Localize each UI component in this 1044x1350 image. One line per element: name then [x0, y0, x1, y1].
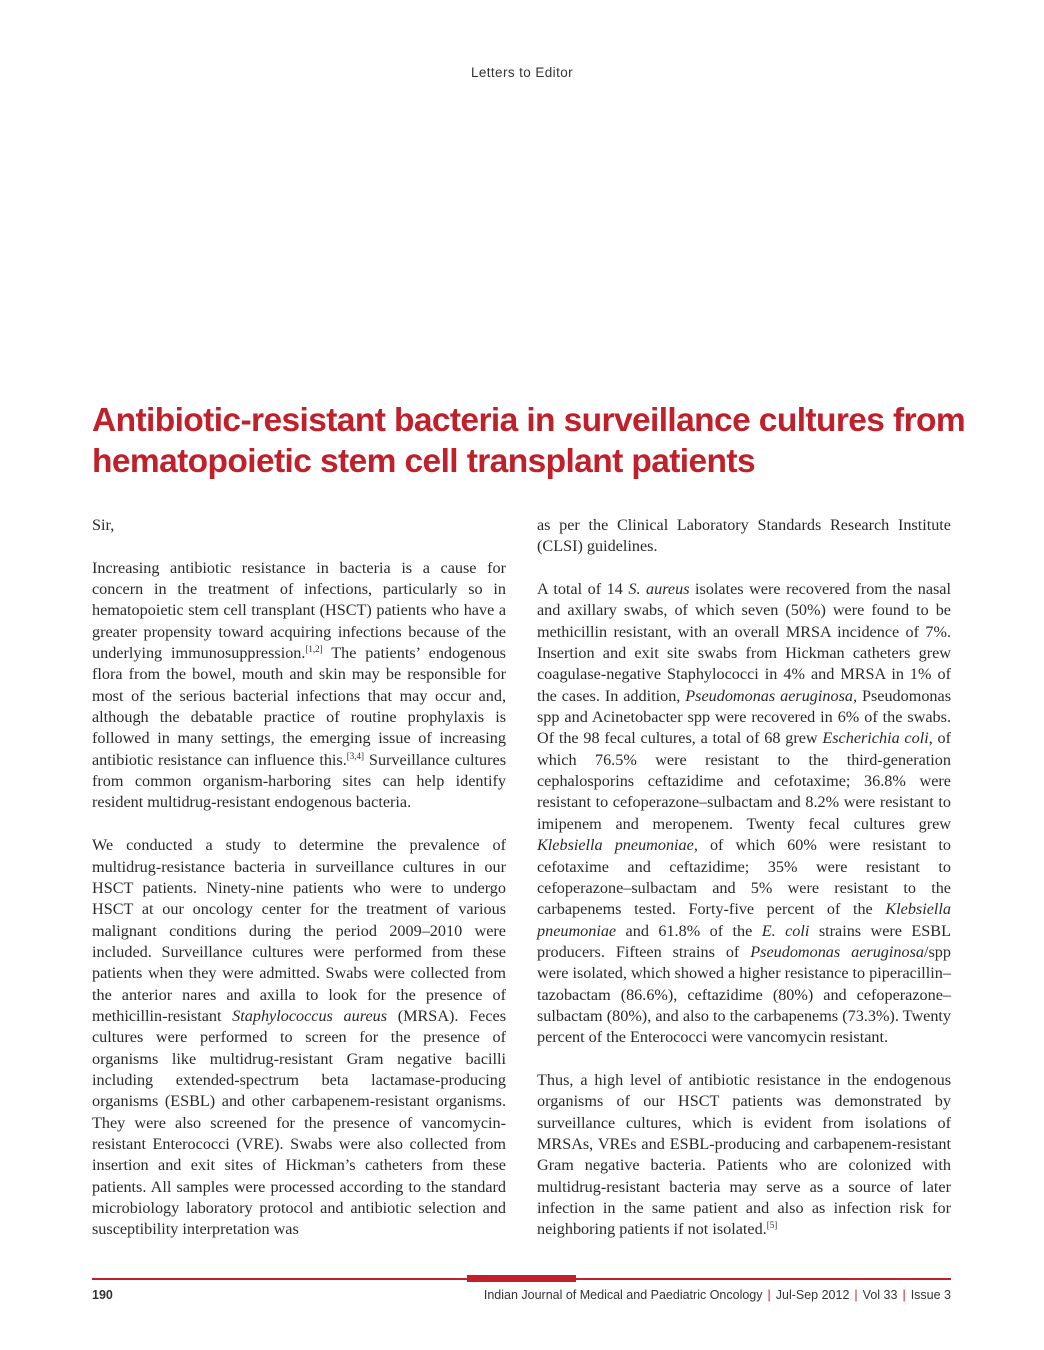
footer-accent-bar	[467, 1275, 576, 1282]
journal-name: Indian Journal of Medical and Paediatric Oncology	[483, 1288, 763, 1302]
paragraph-results: A total of 14 S. aureus isolates were recovered from the nasal and axillary swabs, of which seven (50%) were found to be methicillin resistant, with an overall MRSA incidence of 7%. Insertion and exit site swabs from Hickman catheters grew coagulase-negative Staphylococci in 4% and MRSA in 1% of the cases. In addition, Pseudomonas aeruginosa, Pseudomonas spp and Acinetobacter spp were recovered in 6% of the swabs. Of the 98 fecal cultures, a total of 68 grew Escherichia coli, of which 76.5% were resistant to the third-generation cephalosporins ceftazidime and cefotaxime; 36.8% were resistant to cefoperazone–sulbactam and 8.2% were resistant to imipenem and meropenem. Twenty fecal cultures grew Klebsiella pneumoniae, of which 60% were resistant to cefotaxime and ceftazidime; 35% were resistant to cefoperazone–sulbactam and 5% were resistant to the carbapenems tested. Forty-five percent of the Klebsiella pneumoniae and 61.8% of the E. coli strains were ESBL producers. Fifteen strains of Pseudomonas aeruginosa/spp were isolated, which showed a higher resistance to piperacillin–tazobactam (86.6%), ceftazidime (80%) and cefoperazone–sulbactam (80%), and also to the carbapenems (73.3%). Twenty percent of the Enterococci were vancomycin resistant.	[537, 580, 952, 1047]
separator: |	[902, 1288, 906, 1302]
issue-number: Issue 3	[910, 1288, 951, 1302]
running-head: Letters to Editor	[470, 65, 574, 80]
citation-ref[interactable]: [3,4]	[346, 750, 365, 761]
article-title: Antibiotic-resistant bacteria in surveillance cultures from hematopoietic stem cell transplant patients	[92, 402, 966, 480]
right-column	[537, 515, 951, 1262]
citation-ref[interactable]: [1,2]	[305, 644, 323, 655]
paragraph-intro: Increasing antibiotic resistance in bacteria is a cause for concern in the treatment of infections, particularly so in hematopoietic stem cell transplant (HSCT) patients who have a greater propensity toward acquiring infections because of the underlying immunosuppression.[1,2] The patients’ endogenous flora from the bowel, mouth and skin may be responsible for most of the serious bacterial infections that may occur and, although the debatable practice of routine prophylaxis is followed in many settings, the emerging issue of increasing antibiotic resistance can influence this.[3,4] Surveillance cultures from common organism-harboring sites can help identify resident multidrug-resistant endogenous bacteria.	[92, 558, 507, 812]
salutation: Sir,	[92, 516, 115, 534]
paragraph-conclusion: Thus, a high level of antibiotic resistance in the endogenous organisms of our HSCT patients was demonstrated by surveillance cultures, which is evident from isolations of MRSAs, VREs and ESBL-producing and carbapenem-resistant Gram negative bacteria. Patients who are colonized with multidrug-resistant bacteria may serve as a source of later infection in the same patient and also as infection risk for neighboring patients if not isolated.[5]	[537, 1070, 951, 1239]
paragraph-methods-continued: as per the Clinical Laboratory Standards Research Institute (CLSI) guidelines.	[537, 516, 951, 556]
page-number: 190	[92, 1288, 113, 1302]
separator: |	[854, 1288, 858, 1302]
volume: Vol 33	[862, 1288, 898, 1302]
separator: |	[767, 1288, 771, 1302]
issue-date: Jul-Sep 2012	[775, 1288, 850, 1302]
paragraph-methods: We conducted a study to determine the prevalence of multidrug-resistance bacteria in surveillance cultures in our HSCT patients. Ninety-nine patients who were to undergo HSCT at our oncology center for the treatment of various malignant conditions during the period 2009–2010 were included. Surveillance cultures were performed from these patients when they were admitted. Swabs were collected from the anterior nares and axilla to look for the presence of methicillin-resistant Staphylococcus aureus (MRSA). Feces cultures were performed to screen for the presence of organisms like multidrug-resistant Gram negative bacilli including extended-spectrum beta lactamase-producing organisms (ESBL) and other carbapenem-resistant organisms. They were also screened for the presence of vancomycin-resistant Enterococci (VRE). Swabs were also collected from insertion and exit sites of Hickman’s catheters from these patients. All samples were processed according to the standard microbiology laboratory protocol and antibiotic selection and susceptibility interpretation was	[92, 836, 506, 1239]
left-column	[92, 515, 506, 1262]
journal-citation	[484, 1288, 951, 1302]
citation-ref[interactable]: [5]	[766, 1220, 778, 1231]
